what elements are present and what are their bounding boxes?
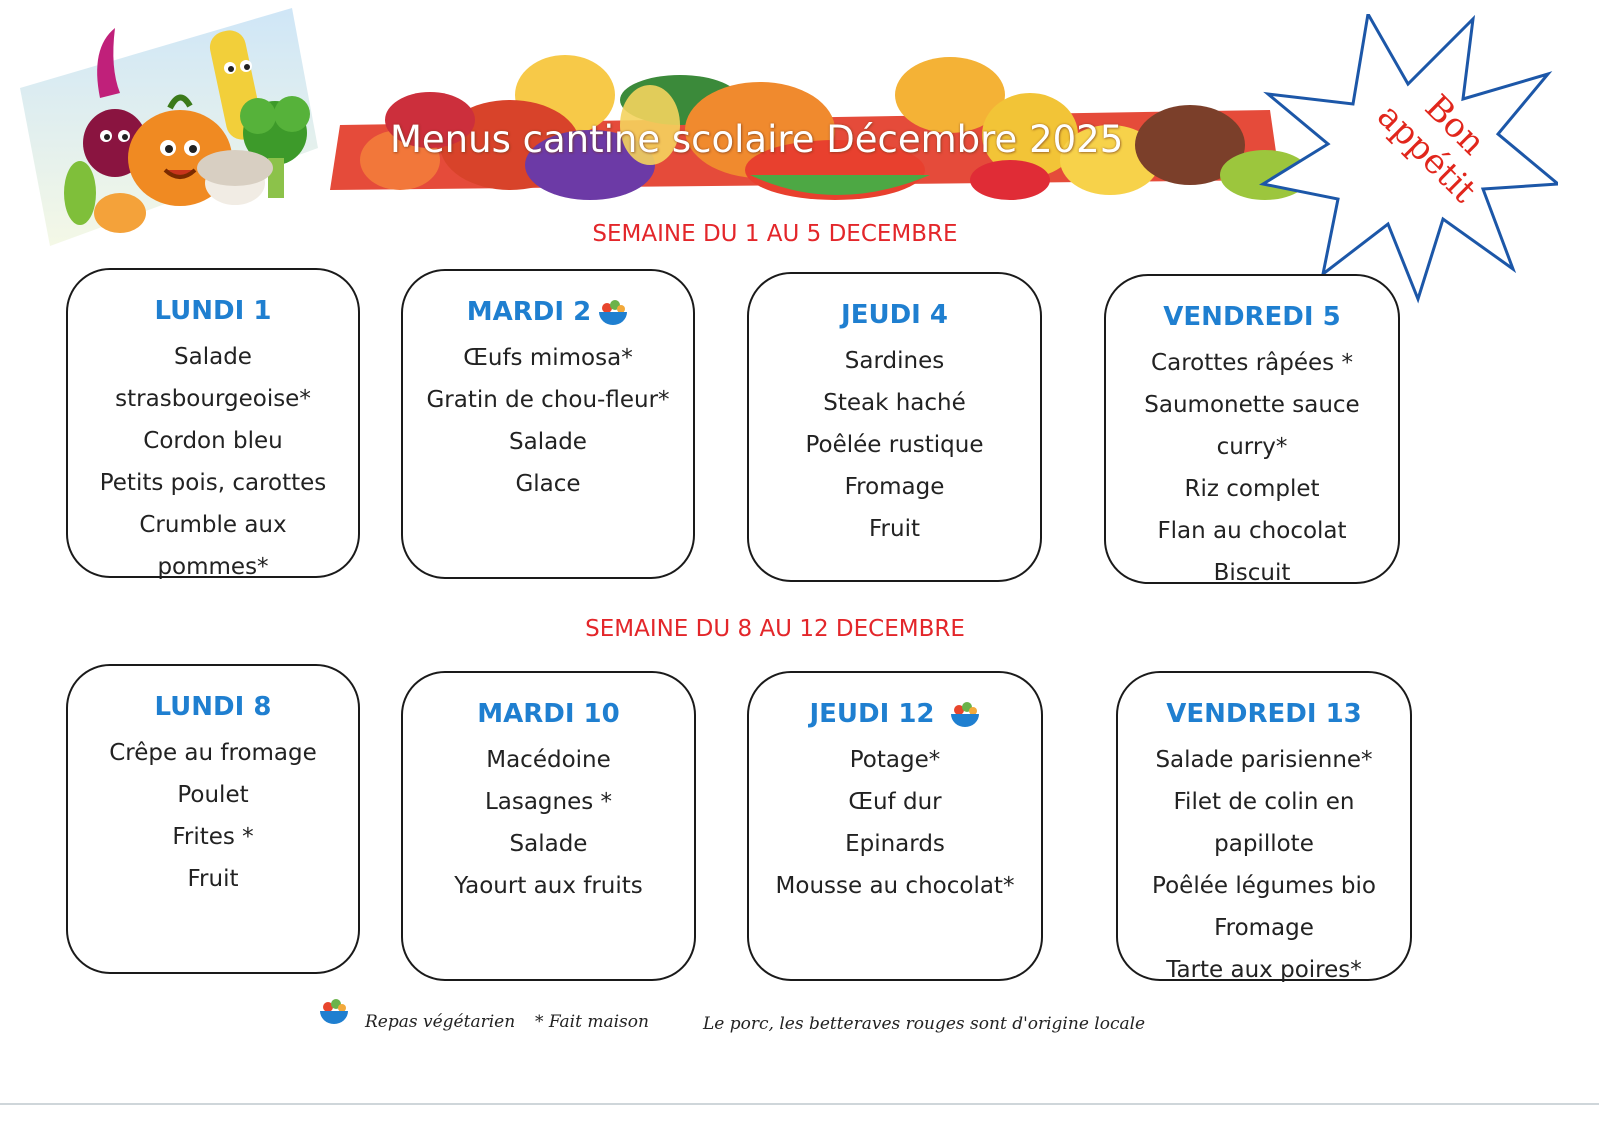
day-card-lundi-8 — [66, 664, 360, 974]
dish: Salade parisienne* — [1155, 747, 1373, 773]
dish: Fromage — [844, 474, 945, 500]
day-card-vendredi-5 — [1104, 274, 1400, 584]
day-heading: VENDREDI 5 — [1163, 302, 1341, 332]
page-bottom-divider — [0, 1103, 1599, 1105]
page-title: Menus cantine scolaire Décembre 2025 — [390, 118, 1124, 161]
dish: Fruit — [187, 866, 239, 892]
dish: Mousse au chocolat* — [775, 873, 1015, 899]
dish: Potage* — [849, 747, 941, 773]
vegetarian-bowl-icon — [949, 701, 981, 729]
dish: strasbourgeoise* — [115, 386, 311, 412]
dish: Œufs mimosa* — [463, 345, 633, 371]
day-heading: MARDI 10 — [477, 699, 620, 729]
dish: Macédoine — [486, 747, 611, 773]
dish: Petits pois, carottes — [99, 470, 327, 496]
dish: Glace — [515, 471, 581, 497]
dish: Biscuit — [1213, 560, 1291, 586]
dish: pommes* — [157, 554, 269, 580]
dish: Frites * — [172, 824, 254, 850]
vegetables-illustration — [20, 8, 320, 246]
dish: Riz complet — [1184, 476, 1320, 502]
dish: Crêpe au fromage — [109, 740, 317, 766]
dish: Epinards — [845, 831, 945, 857]
day-card-jeudi-12 — [747, 671, 1043, 981]
legend-local-origin: Le porc, les betteraves rouges sont d'origine locale — [703, 1014, 1146, 1034]
dish: Sardines — [844, 348, 945, 374]
week-2-title: SEMAINE DU 8 AU 12 DECEMBRE — [585, 616, 965, 642]
dish: Tarte aux poires* — [1166, 957, 1362, 983]
dish: Gratin de chou-fleur* — [426, 387, 670, 413]
dish: Fromage — [1214, 915, 1314, 941]
legend-vegetarian-bowl-icon — [318, 997, 350, 1027]
dish: Poêlée légumes bio — [1152, 873, 1376, 899]
dish: Crumble aux — [139, 512, 287, 538]
dish: Poulet — [177, 782, 249, 808]
dish: Salade — [509, 429, 587, 455]
dish: Salade — [509, 831, 588, 857]
day-heading: LUNDI 1 — [154, 296, 272, 326]
day-heading: LUNDI 8 — [154, 692, 272, 722]
day-card-mardi-10 — [401, 671, 696, 981]
dish: curry* — [1216, 434, 1288, 460]
dish: Fruit — [869, 516, 920, 542]
dish: papillote — [1214, 831, 1314, 857]
day-card-lundi-1 — [66, 268, 360, 578]
day-heading: JEUDI 12 — [809, 699, 935, 729]
dish: Cordon bleu — [143, 428, 283, 454]
dish: Yaourt aux fruits — [454, 873, 643, 899]
day-card-mardi-2 — [401, 269, 695, 579]
dish: Flan au chocolat — [1157, 518, 1347, 544]
day-heading: JEUDI 4 — [841, 300, 948, 330]
dish: Poêlée rustique — [805, 432, 984, 458]
day-heading: VENDREDI 13 — [1166, 699, 1362, 729]
dish: Saumonette sauce — [1144, 392, 1360, 418]
vegetarian-bowl-icon — [597, 299, 629, 327]
dish: Steak haché — [823, 390, 966, 416]
dish: Filet de colin en — [1173, 789, 1355, 815]
dish: Œuf dur — [848, 789, 942, 815]
dish: Salade — [174, 344, 252, 370]
day-card-vendredi-13 — [1116, 671, 1412, 981]
day-heading: MARDI 2 — [466, 297, 592, 327]
legend-homemade: * Fait maison — [535, 1012, 649, 1032]
day-card-jeudi-4 — [747, 272, 1042, 582]
dish: Carottes râpées * — [1151, 350, 1353, 376]
bon-appetit-text: Bon appétit — [1369, 87, 1493, 211]
dish: Lasagnes * — [484, 789, 613, 815]
week-1-title: SEMAINE DU 1 AU 5 DECEMBRE — [592, 221, 958, 247]
legend-vegetarian: Repas végétarien — [365, 1012, 516, 1032]
